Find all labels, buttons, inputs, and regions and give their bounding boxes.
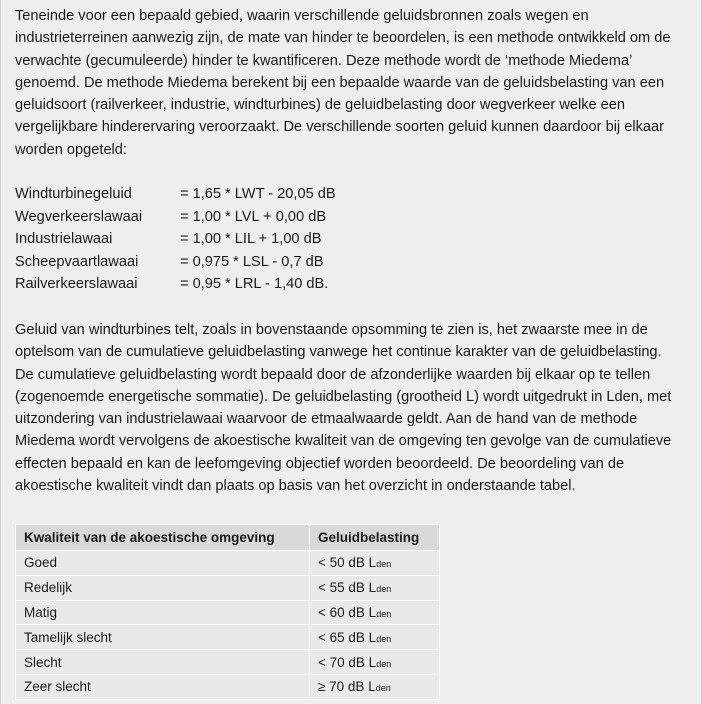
quality-cell: Redelijk [16, 575, 310, 600]
table-row [16, 600, 440, 625]
formula-row [15, 273, 336, 296]
source-name: Railverkeerslawaai [15, 276, 138, 292]
noise-value: < 60 dB L [318, 604, 377, 620]
noise-level-cell [310, 650, 440, 675]
noise-subscript: den [376, 608, 392, 619]
noise-value: < 55 dB L [318, 580, 377, 596]
formula: = 1,65 * LWT - 20,05 dB [180, 186, 336, 202]
noise-subscript: den [376, 633, 392, 644]
intro-paragraph [15, 5, 695, 161]
text-line: genoemd. De methode Miedema berekent bij een bepaalde waarde van de geluidsbelasting van een [15, 74, 665, 91]
text-line: effecten bepaald en kan de leefomgeving objectief worden beoordeeld. De beoordeling van de [15, 455, 625, 472]
quality-cell: Slecht [16, 650, 310, 675]
text-line: Miedema wordt vervolgens de akoestische kwaliteit van de omgeving ten gevolge van de cumulatieve [15, 433, 672, 450]
formula: = 0,975 * LSL - 0,7 dB [180, 253, 324, 270]
noise-subscript: den [376, 658, 392, 669]
formula-list [15, 183, 336, 296]
noise-value: < 50 dB L [318, 555, 377, 571]
noise-value: < 70 dB L [318, 654, 377, 670]
formula-row [15, 183, 336, 206]
quality-cell: Goed [16, 551, 310, 576]
text-line: akoestische kwaliteit vindt dan plaats op basis van het overzicht in onderstaande tabel. [15, 478, 576, 495]
noise-level-cell [310, 551, 440, 576]
source-name: Windturbinegeluid [15, 186, 132, 202]
noise-value: < 65 dB L [318, 629, 377, 645]
text-line: optelsom van de cumulatieve geluidbelasting vanwege het continue karakter van de geluidbelasting. [15, 344, 662, 361]
text-line: Geluid van windturbines telt, zoals in bovenstaande opsomming te zien is, het zwaarste mee in de [15, 322, 648, 338]
noise-level-cell [310, 625, 440, 650]
text-line: geluidsoort (railverkeer, industrie, windturbines) de geluidbelasting door wegverkeer welke een [15, 97, 626, 114]
explanation-paragraph [15, 319, 695, 497]
noise-level-cell [310, 674, 440, 699]
quality-cell: Zeer slecht [16, 674, 310, 699]
text-line: De cumulatieve geluidbelasting wordt bepaald door de afzonderlijke waarden bij elkaar op te tellen [15, 366, 651, 383]
noise-value: ≥ 70 dB L [318, 679, 376, 695]
table-row [16, 650, 440, 675]
table-row [16, 625, 440, 650]
formula: = 1,00 * LVL + 0,00 dB [180, 208, 327, 225]
noise-level-cell [310, 575, 440, 600]
text-line: worden opgeteld: [15, 141, 127, 158]
formula-row [15, 251, 336, 274]
table-row [16, 575, 440, 600]
text-line: vergelijkbare hinderervaring veroorzaakt. De verschillende soorten geluid kunnen daardoor bij elkaar [15, 119, 664, 136]
column-header-noise-level: Geluidbelasting [310, 525, 440, 551]
source-name: Scheepvaartlawaai [15, 253, 139, 270]
formula-row [15, 228, 336, 251]
column-header-quality: Kwaliteit van de akoestische omgeving [16, 525, 310, 551]
quality-cell: Matig [16, 600, 310, 625]
text-line: verwachte (gecumuleerde) hinder te kwantificeren. Deze methode wordt de ‘methode Miedema’ [15, 52, 633, 69]
text-line: (zogenoemde energetische sommatie). De geluidbelasting (grootheid L) wordt uitgedrukt in Lden, met [15, 388, 672, 405]
text-line: Teneinde voor een bepaald gebied, waarin verschillende geluidsbronnen zoals wegen en [15, 8, 589, 24]
table-row [16, 551, 440, 576]
table-header-row [16, 525, 440, 551]
formula: = 1,00 * LIL + 1,00 dB [180, 231, 322, 247]
table-row [16, 674, 440, 699]
source-name: Wegverkeerslawaai [15, 208, 143, 225]
formula-row [15, 206, 336, 229]
noise-subscript: den [376, 584, 392, 595]
text-line: uitzondering van industrielawaai waarvoor de etmaalwaarde geldt. Aan de hand van de methode [15, 411, 638, 428]
quality-cell: Tamelijk slecht [16, 625, 310, 650]
text-line: industrieterreinen aanwezig zijn, de mate van hinder te beoordelen, is een methode ontwikkeld om de [15, 30, 671, 47]
quality-table [15, 524, 440, 700]
noise-level-cell [310, 600, 440, 625]
noise-subscript: den [375, 683, 391, 694]
source-name: Industrielawaai [15, 231, 113, 247]
noise-subscript: den [376, 559, 392, 570]
formula: = 0,95 * LRL - 1,40 dB. [180, 276, 329, 292]
